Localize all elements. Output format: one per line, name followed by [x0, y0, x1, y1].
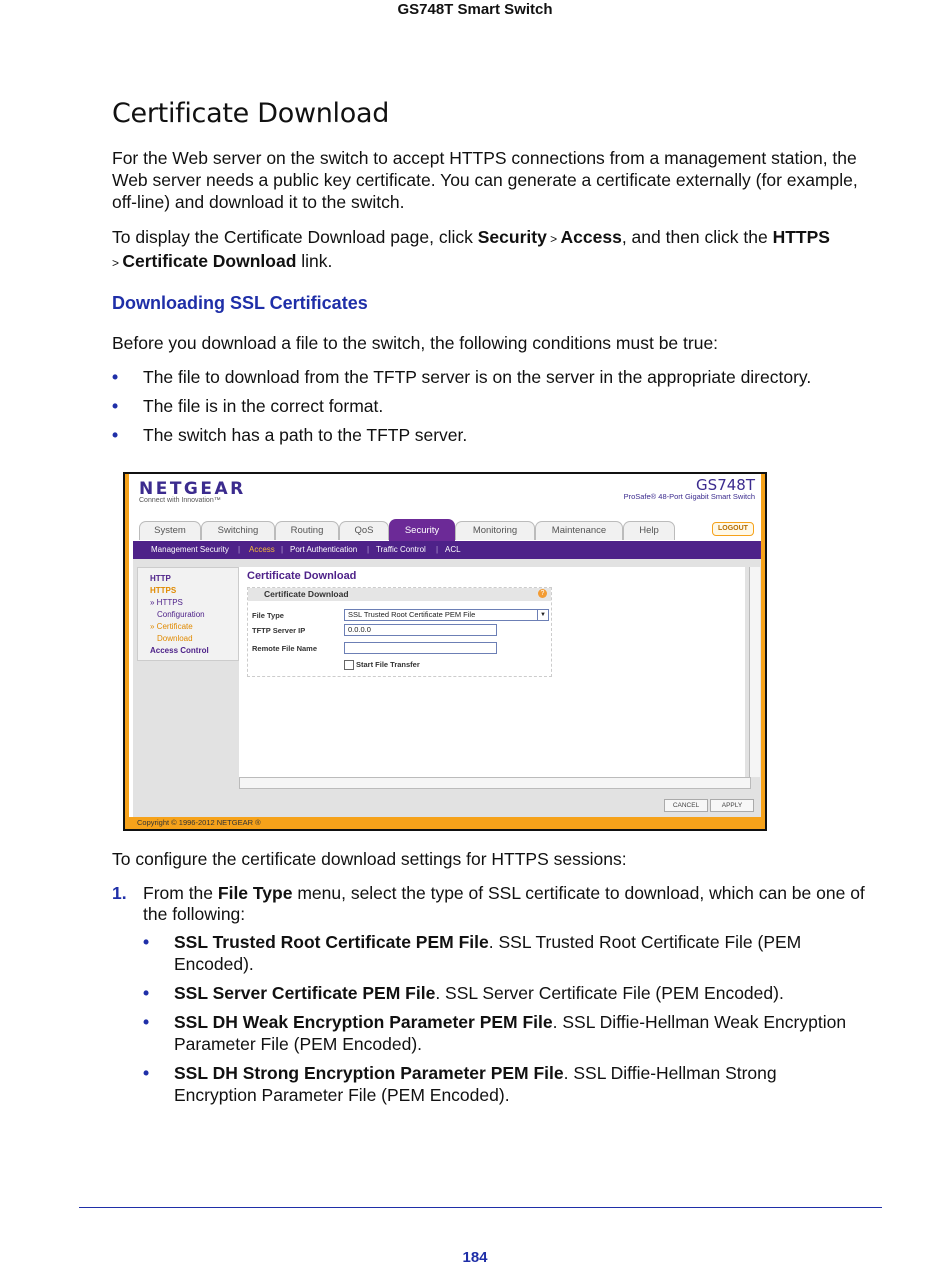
netgear-screenshot: [123, 472, 767, 831]
navigation-paragraph: [112, 226, 887, 274]
start-transfer-checkbox[interactable]: [344, 660, 354, 670]
apply-button[interactable]: APPLY: [710, 799, 754, 812]
nav-gt-2: >: [112, 256, 123, 270]
option-text: [174, 982, 864, 1004]
sidebar-item-access-control[interactable]: Access Control: [150, 646, 209, 655]
option-desc: . SSL Diffie-Hellman Strong Encryption Parameter File (PEM Encoded).: [174, 1063, 777, 1105]
copyright-bar: Copyright © 1996-2012 NETGEAR ®: [129, 817, 767, 829]
model-name: GS748T: [696, 476, 755, 494]
sidebar-item-cert-download[interactable]: » Certificate: [150, 622, 193, 631]
bullet-icon: •: [112, 367, 119, 387]
tab-system[interactable]: System: [139, 521, 201, 540]
logout-button[interactable]: LOGOUT: [712, 522, 754, 536]
option-name: SSL Server Certificate PEM File: [174, 983, 436, 1003]
nav-https: HTTPS: [772, 227, 830, 247]
option-name: SSL DH Weak Encryption Parameter PEM File: [174, 1012, 553, 1032]
cert-download-panel: [247, 587, 552, 677]
nav-cert-download: Certificate Download: [122, 251, 297, 271]
help-icon[interactable]: ?: [538, 589, 547, 598]
option-desc: . SSL Server Certificate File (PEM Encoded).: [435, 983, 784, 1003]
tab-maintenance[interactable]: Maintenance: [535, 521, 623, 540]
file-type-label: File Type: [252, 611, 284, 620]
content-pane: [239, 567, 745, 777]
tab-monitoring[interactable]: Monitoring: [455, 521, 535, 540]
conditions-intro: Before you download a file to the switch, the following conditions must be true:: [112, 333, 719, 353]
netgear-logo: NETGEAR: [139, 479, 246, 499]
tab-switching[interactable]: Switching: [201, 521, 275, 540]
sub-navigation: [133, 541, 761, 559]
step-bold: File Type: [217, 883, 293, 903]
subnav-access[interactable]: Access: [249, 545, 275, 554]
footer-divider: [79, 1207, 882, 1208]
tab-routing[interactable]: Routing: [275, 521, 339, 540]
remote-file-name-label: Remote File Name: [252, 644, 318, 653]
sidebar-item-http[interactable]: HTTP: [150, 574, 171, 583]
logo-tagline: Connect with Innovation™: [139, 497, 221, 504]
step-suffix: menu, select the type of SSL certificate to download, which can be one of the following:: [143, 883, 865, 924]
option-name: SSL DH Strong Encryption Parameter PEM File: [174, 1063, 564, 1083]
option-text: [174, 1011, 864, 1055]
cancel-button[interactable]: CANCEL: [664, 799, 708, 812]
condition-text: The file to download from the TFTP server is on the server in the appropriate directory.: [143, 367, 812, 387]
section-title: Downloading SSL Certificates: [112, 293, 368, 313]
bullet-icon: •: [143, 983, 150, 1003]
subnav-separator: |: [281, 545, 284, 554]
nav-suffix: link.: [296, 251, 333, 271]
subnav-acl[interactable]: ACL: [445, 545, 461, 554]
tftp-server-ip-label: TFTP Server IP: [252, 626, 306, 635]
sidebar-item-https[interactable]: HTTPS: [150, 586, 177, 595]
sidebar-item-cert-download-2[interactable]: Download: [157, 634, 193, 643]
page-number: 184: [462, 1249, 488, 1266]
bullet-icon: •: [112, 396, 119, 416]
subnav-port-authentication[interactable]: Port Authentication: [290, 545, 358, 554]
step-prefix: From the: [143, 883, 218, 903]
running-header: GS748T Smart Switch: [397, 1, 553, 18]
condition-text: The switch has a path to the TFTP server.: [143, 425, 468, 445]
chevron-down-icon[interactable]: ▼: [537, 610, 548, 620]
configure-intro: To configure the certificate download settings for HTTPS sessions:: [112, 849, 627, 869]
panel-header: [248, 588, 551, 601]
model-description: ProSafe® 48-Port Gigabit Smart Switch: [623, 492, 755, 501]
page-title: Certificate Download: [112, 98, 390, 129]
sidebar-item-https-config-2[interactable]: Configuration: [157, 610, 205, 619]
panel-title: Certificate Download: [264, 589, 349, 599]
horizontal-scrollbar[interactable]: [239, 777, 751, 789]
subnav-traffic-control[interactable]: Traffic Control: [376, 545, 426, 554]
bullet-icon: •: [143, 1012, 150, 1032]
nav-prefix: To display the Certificate Download page, click: [112, 227, 478, 247]
sidebar-item-https-config[interactable]: » HTTPS: [150, 598, 183, 607]
nav-security: Security: [477, 227, 547, 247]
tftp-server-ip-input[interactable]: 0.0.0.0: [344, 624, 497, 636]
condition-text: The file is in the correct format.: [143, 396, 384, 416]
tab-qos[interactable]: QoS: [339, 521, 389, 540]
subnav-separator: |: [238, 545, 241, 554]
subnav-management-security[interactable]: Management Security: [151, 545, 229, 554]
bullet-icon: •: [143, 1063, 150, 1083]
screenshot-body: [129, 474, 761, 825]
remote-file-name-input[interactable]: [344, 642, 497, 654]
step-number: 1.: [112, 883, 127, 903]
file-type-value: SSL Trusted Root Certificate PEM File: [348, 610, 476, 619]
start-transfer-label: Start File Transfer: [356, 660, 420, 669]
vertical-scrollbar[interactable]: [749, 567, 760, 777]
nav-mid: , and then click the: [621, 227, 773, 247]
tab-help[interactable]: Help: [623, 521, 675, 540]
option-desc: . SSL Diffie-Hellman Weak Encryption Parameter File (PEM Encoded).: [174, 1012, 847, 1054]
content-title: Certificate Download: [247, 570, 357, 582]
option-desc: . SSL Trusted Root Certificate File (PEM Encoded).: [174, 932, 802, 974]
option-text: [174, 931, 864, 975]
intro-paragraph: For the Web server on the switch to accept HTTPS connections from a management station, the Web server needs a public key certificate. You can generate a certificate externally (for example, off-line) and download it to the switch.: [112, 148, 858, 212]
subnav-separator: |: [436, 545, 439, 554]
step-text: [143, 883, 888, 925]
subnav-separator: |: [367, 545, 370, 554]
option-text: [174, 1062, 864, 1106]
file-type-select[interactable]: [344, 609, 549, 621]
tab-security[interactable]: Security: [389, 519, 455, 541]
bullet-icon: •: [143, 932, 150, 952]
sidebar: [137, 567, 239, 661]
nav-access: Access: [560, 227, 622, 247]
bullet-icon: •: [112, 425, 119, 445]
option-name: SSL Trusted Root Certificate PEM File: [174, 932, 489, 952]
nav-gt-1: >: [546, 232, 561, 246]
